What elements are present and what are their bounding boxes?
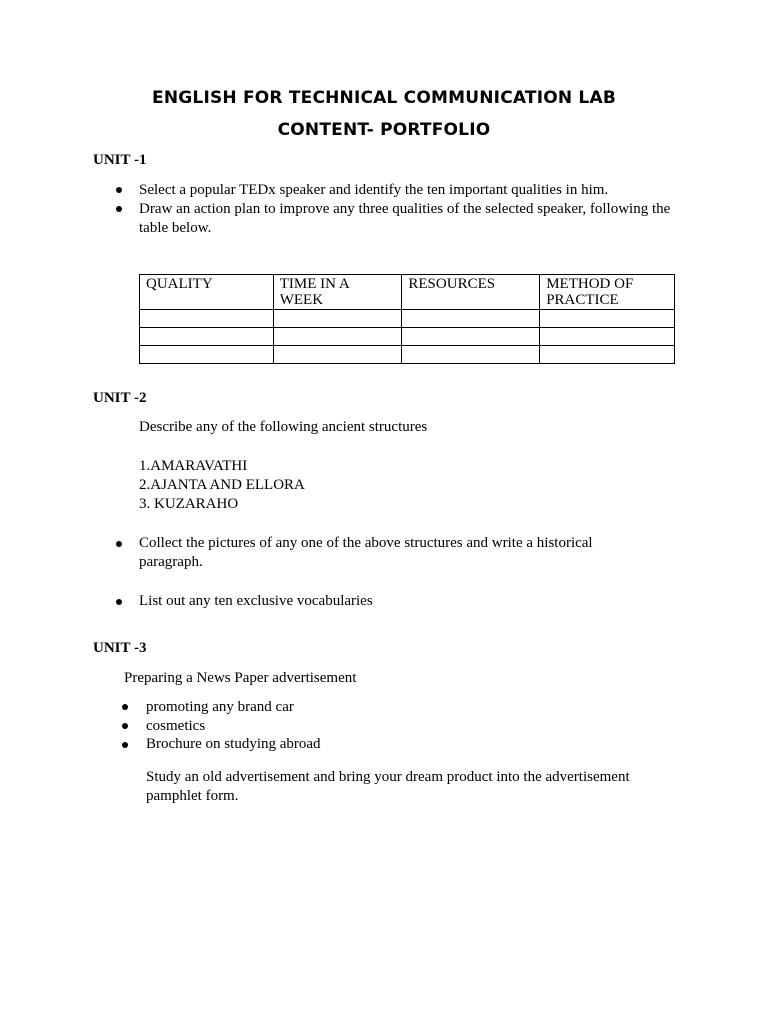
table-row	[140, 328, 675, 346]
document-title: ENGLISH FOR TECHNICAL COMMUNICATION LAB	[152, 88, 616, 108]
unit3-bullet-3: Brochure on studying abroad	[146, 736, 321, 752]
bullet-marker	[122, 723, 128, 729]
table-cell	[540, 346, 675, 364]
table-header-method: METHOD OF PRACTICE	[540, 275, 675, 310]
table-header-row	[140, 275, 675, 310]
table-cell	[402, 328, 540, 346]
table-row	[140, 310, 675, 328]
unit3-bullet-1: promoting any brand car	[146, 699, 294, 715]
table-cell	[140, 328, 274, 346]
unit2-bullet-2: List out any ten exclusive vocabularies	[139, 593, 373, 609]
action-plan-table	[139, 274, 675, 364]
unit1-bullet-1: Select a popular TEDx speaker and identify the ten important qualities in him.	[139, 182, 609, 198]
unit3-heading: UNIT -3	[93, 640, 147, 656]
table-cell	[273, 310, 402, 328]
unit2-intro: Describe any of the following ancient structures	[139, 419, 428, 435]
unit1-bullet-2: Draw an action plan to improve any three qualities of the selected speaker, following the table below.	[139, 201, 671, 236]
bullet-marker	[116, 599, 122, 605]
structure-item-2: 2.AJANTA AND ELLORA	[139, 477, 305, 493]
bullet-marker	[116, 206, 122, 212]
unit2-bullet-1: Collect the pictures of any one of the above structures and write a historical paragraph.	[139, 535, 593, 570]
table-cell	[540, 310, 675, 328]
unit1-heading: UNIT -1	[93, 152, 147, 168]
table-cell	[402, 346, 540, 364]
table-cell	[402, 310, 540, 328]
table-header-quality: QUALITY	[140, 275, 274, 310]
structure-item-1: 1.AMARAVATHI	[139, 458, 248, 474]
table-row	[140, 346, 675, 364]
table-cell	[140, 346, 274, 364]
table-header-time: TIME IN A WEEK	[273, 275, 402, 310]
document-subtitle: CONTENT- PORTFOLIO	[277, 120, 491, 140]
unit2-heading: UNIT -2	[93, 390, 147, 406]
bullet-marker	[116, 187, 122, 193]
table-cell	[273, 346, 402, 364]
table-header-resources: RESOURCES	[402, 275, 540, 310]
unit3-bullet-2: cosmetics	[146, 718, 206, 734]
unit3-intro: Preparing a News Paper advertisement	[124, 670, 357, 686]
table-cell	[140, 310, 274, 328]
unit3-closing: Study an old advertisement and bring your dream product into the advertisement pamphlet form.	[146, 769, 630, 804]
bullet-marker	[122, 704, 128, 710]
bullet-marker	[116, 541, 122, 547]
structure-item-3: 3. KUZARAHO	[139, 496, 239, 512]
table-cell	[273, 328, 402, 346]
bullet-marker	[122, 742, 128, 748]
table-cell	[540, 328, 675, 346]
